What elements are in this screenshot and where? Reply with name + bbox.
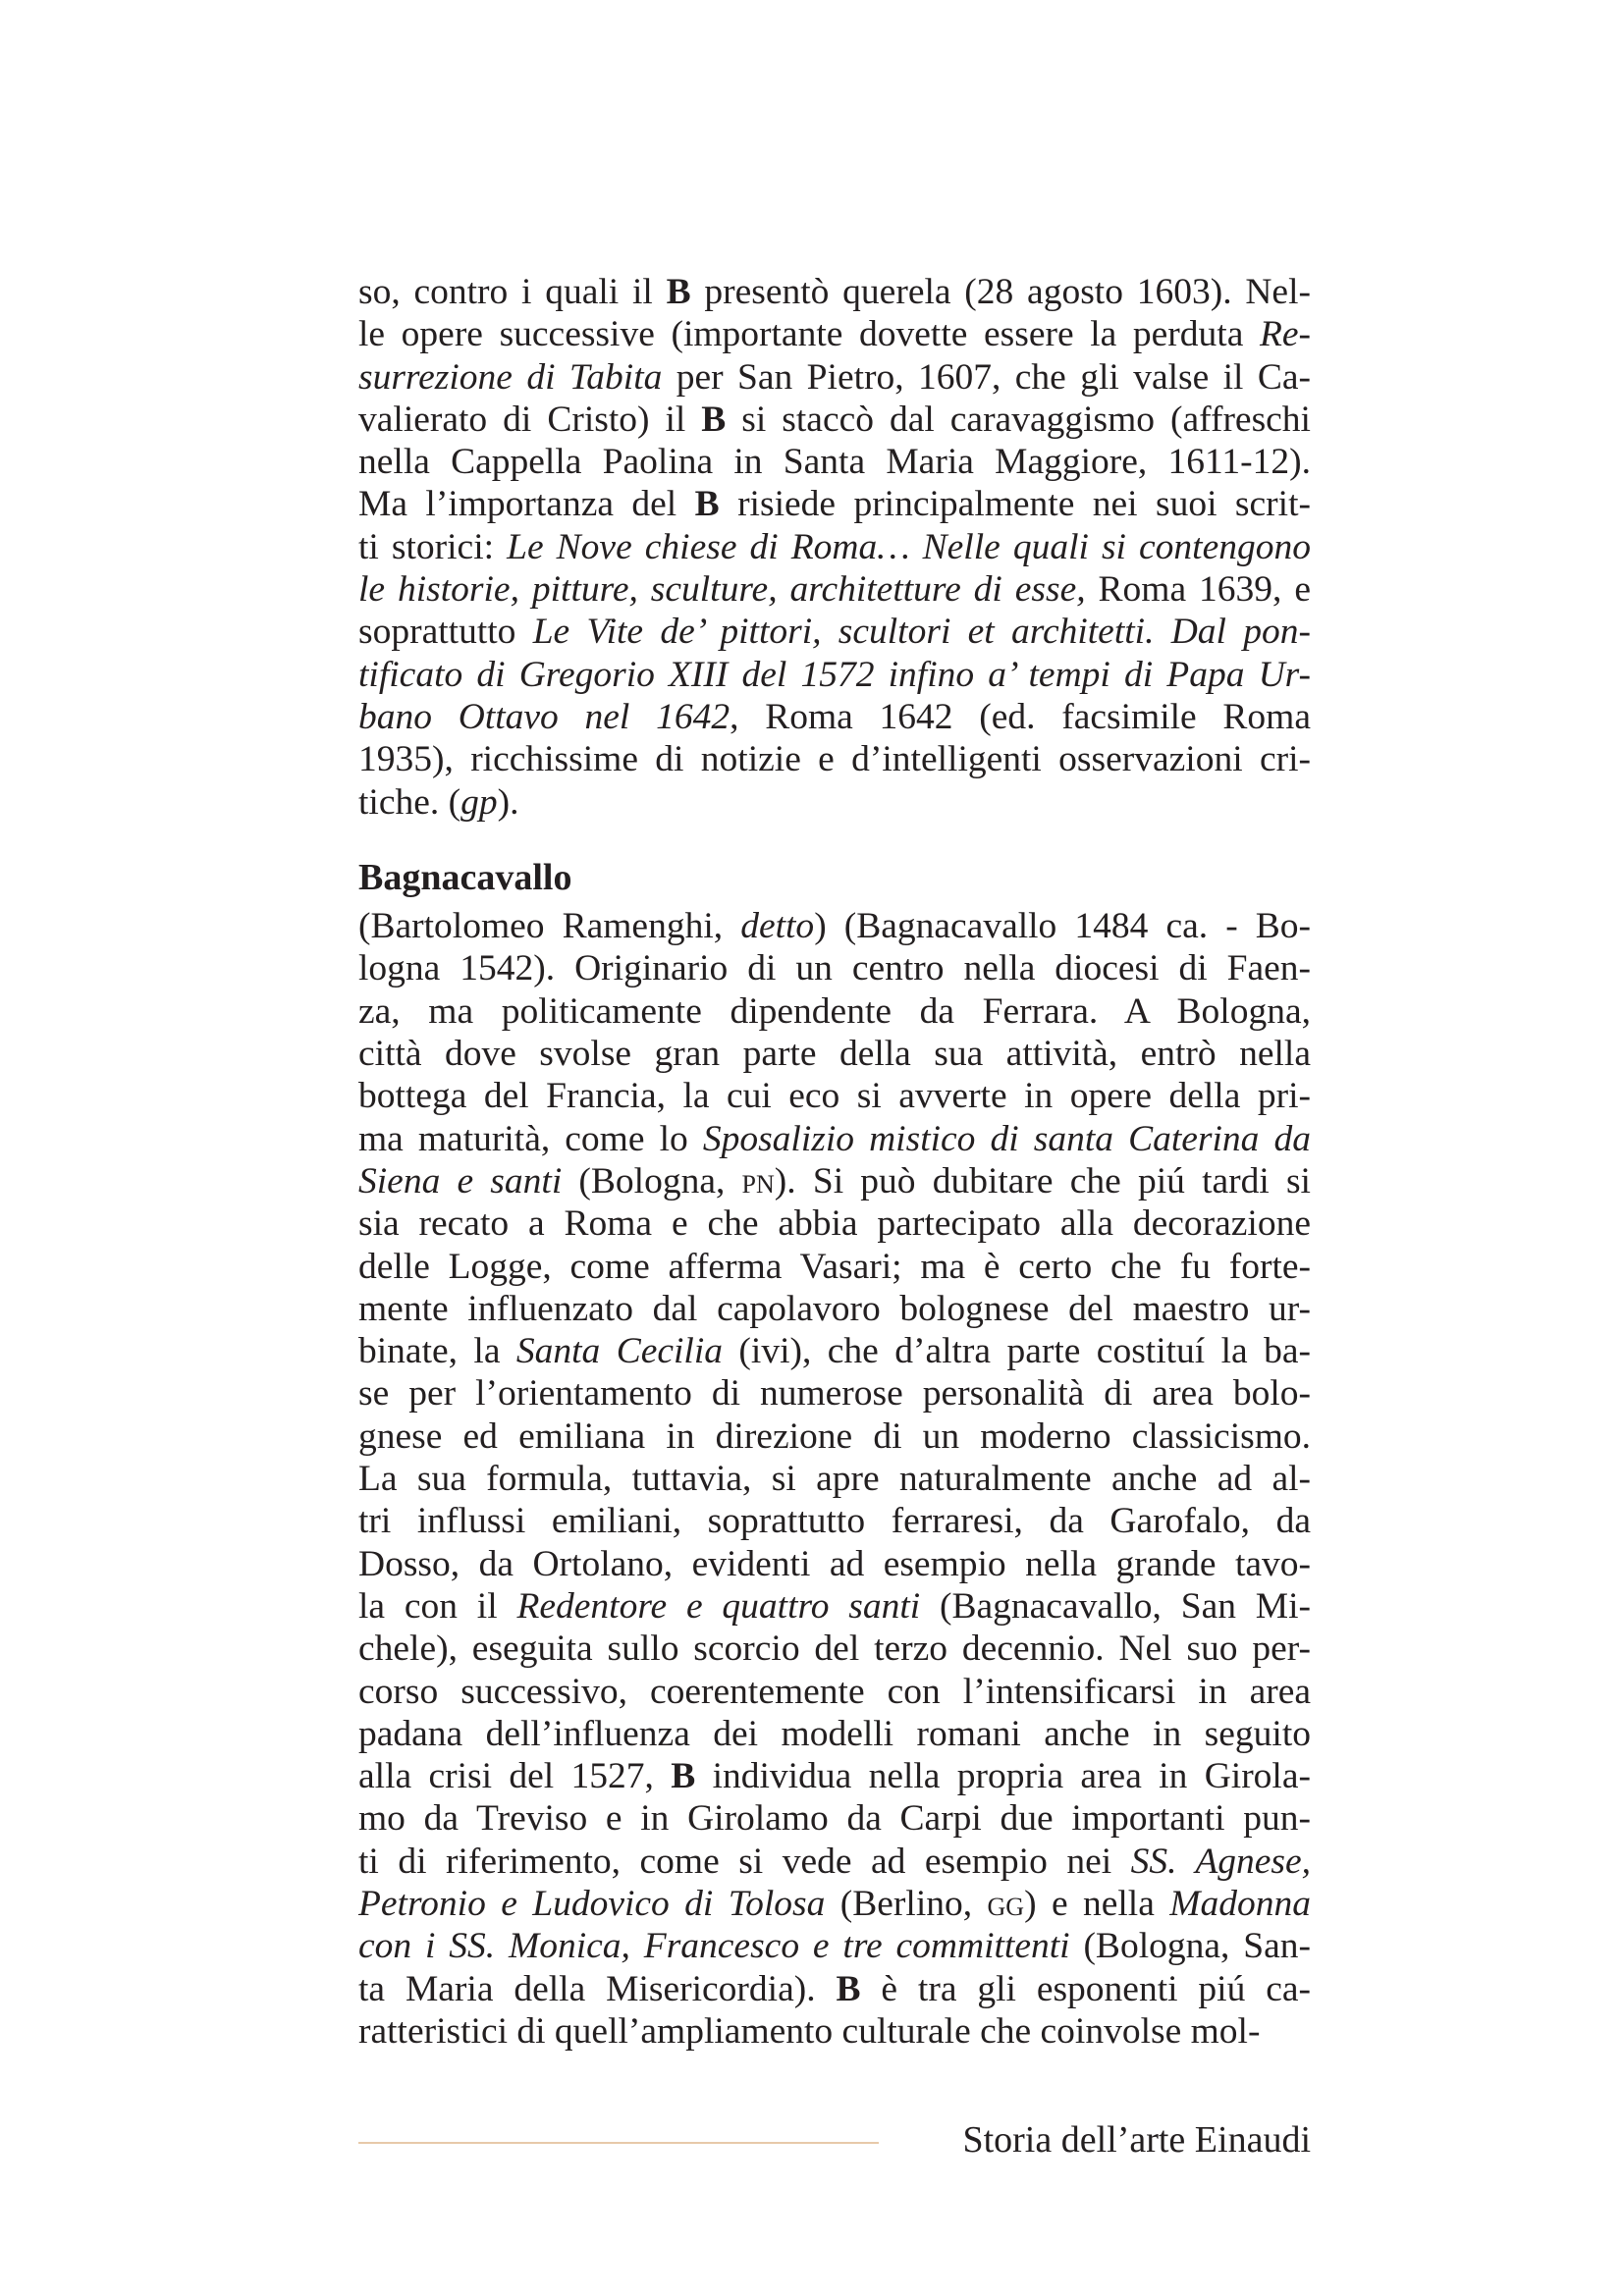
text-run: , Roma 1642 (ed. facsimile Roma xyxy=(730,696,1311,737)
text-line xyxy=(358,1797,1311,1840)
footer-rule xyxy=(358,2142,879,2144)
text-line xyxy=(358,1543,1311,1585)
italic-text: Le Vite de’ pittori, scultori et architetti. Dal pon- xyxy=(532,612,1311,653)
text-run: ) (Bagnacavallo 1484 ca. - Bo- xyxy=(814,906,1312,947)
text-run: delle Logge, come afferma Vasari; ma è certo che fu forte- xyxy=(358,1246,1311,1287)
text-line xyxy=(358,654,1311,696)
text-line xyxy=(358,1160,1311,1202)
text-run: risiede principalmente nei suoi scrit- xyxy=(719,484,1311,525)
text-line xyxy=(358,738,1311,780)
previous-entry-continuation xyxy=(358,271,1311,824)
italic-text: surrezione di Tabita xyxy=(358,356,663,398)
text-run: za, ma politicamente dipendente da Ferrara. A Bologna, xyxy=(358,990,1311,1032)
text-line xyxy=(358,1246,1311,1288)
text-run: gnese ed emiliana in direzione di un moderno classicismo. xyxy=(358,1415,1311,1457)
text-run: Roma 1639, e xyxy=(1085,569,1311,611)
text-run: chele), eseguita sullo scorcio del terzo decennio. Nel suo per- xyxy=(358,1629,1311,1670)
italic-text: le historie, pitture, sculture, architetture di esse, xyxy=(358,569,1086,611)
text-run: (Bagnacavallo, San Mi- xyxy=(920,1585,1312,1627)
text-line xyxy=(358,1841,1311,1883)
text-run: (Berlino, xyxy=(825,1883,988,1924)
text-run: so, contro i quali il xyxy=(358,272,667,312)
text-line xyxy=(358,568,1311,611)
entry-body xyxy=(358,905,1311,2053)
text-run: logna 1542). Originario di un centro nella diocesi di Faen- xyxy=(358,948,1311,989)
italic-text: bano Ottavo nel 1642 xyxy=(358,696,730,737)
text-line xyxy=(358,483,1311,525)
bold-text: B xyxy=(666,272,691,312)
text-run: nella Cappella Paolina in Santa Maria Maggiore, 1611-12). xyxy=(358,442,1311,483)
text-line xyxy=(358,1585,1311,1628)
text-run: individua nella propria area in Girola- xyxy=(695,1756,1311,1797)
text-run: soprattutto xyxy=(358,612,533,653)
text-line xyxy=(358,990,1311,1033)
text-line xyxy=(358,1288,1311,1330)
text-line xyxy=(358,1118,1311,1160)
text-line xyxy=(358,1033,1311,1075)
text-run: (ivi), che d’altra parte costituí la ba- xyxy=(723,1331,1311,1372)
text-run: (Bologna, xyxy=(562,1160,742,1201)
bold-text: B xyxy=(836,1968,861,2009)
italic-text: detto xyxy=(740,906,815,947)
text-run: 1935), ricchissime di notizie e d’intelligenti osservazioni cri- xyxy=(358,739,1311,780)
text-line xyxy=(358,1202,1311,1245)
text-line xyxy=(358,1925,1311,1967)
text-run: La sua formula, tuttavia, si apre naturalmente anche ad al- xyxy=(358,1459,1311,1500)
text-run: Ma l’importanza del xyxy=(358,484,695,525)
text-run: corso successivo, coerentemente con l’intensificarsi in area xyxy=(358,1671,1311,1712)
text-line xyxy=(358,1372,1311,1415)
italic-text: tificato di Gregorio XIII del 1572 infino a’ tempi di Papa Ur- xyxy=(358,654,1311,695)
text-line xyxy=(358,1415,1311,1458)
text-run: ). xyxy=(497,781,519,823)
text-line xyxy=(358,1075,1311,1117)
text-line xyxy=(358,2010,1311,2053)
footer-publisher: Storia dell’arte Einaudi xyxy=(962,2119,1311,2161)
entry-heading: Bagnacavallo xyxy=(358,856,572,898)
text-run: Dosso, da Ortolano, evidenti ad esempio nella grande tavo- xyxy=(358,1543,1311,1584)
text-run: ti storici: xyxy=(358,526,508,567)
text-run: le opere successive (importante dovette essere la perduta xyxy=(358,314,1260,355)
italic-text: gp xyxy=(460,781,498,823)
page-body xyxy=(358,271,1311,2053)
text-line xyxy=(358,1968,1311,2010)
text-run: alla crisi del 1527, xyxy=(358,1756,672,1797)
text-line xyxy=(358,696,1311,738)
text-line xyxy=(358,441,1311,483)
italic-text: Madonna xyxy=(1169,1883,1311,1924)
text-run: ti di riferimento, come si vede ad esempio nei xyxy=(358,1841,1131,1882)
text-line xyxy=(358,1713,1311,1755)
text-run: ratteristici di quell’ampliamento culturale che coinvolse mol- xyxy=(358,2010,1261,2052)
text-line xyxy=(358,1500,1311,1542)
text-line xyxy=(358,781,1311,824)
text-run: sia recato a Roma e che abbia partecipato alla decorazione xyxy=(358,1203,1311,1245)
text-run: gg xyxy=(987,1883,1025,1924)
text-run: ). Si può dubitare che piú tardi si xyxy=(774,1160,1311,1201)
bold-text: B xyxy=(701,399,727,440)
text-line xyxy=(358,1755,1311,1797)
text-run: ta Maria della Misericordia). xyxy=(358,1968,837,2009)
text-line xyxy=(358,905,1311,947)
text-run: binate, la xyxy=(358,1331,516,1372)
text-run: si staccò dal caravaggismo (affreschi xyxy=(726,399,1311,440)
text-run: mente influenzato dal capolavoro bolognese del maestro ur- xyxy=(358,1288,1311,1329)
italic-text: con i SS. Monica, Francesco e tre committenti xyxy=(358,1926,1070,1967)
text-run: presentò querela (28 agosto 1603). Nel- xyxy=(690,272,1311,312)
text-run: è tra gli esponenti piú ca- xyxy=(860,1968,1311,2009)
bold-text: B xyxy=(694,484,720,525)
text-run: ma maturità, come lo xyxy=(358,1118,703,1159)
italic-text: Le Nove chiese di Roma… Nelle quali si contengono xyxy=(507,526,1311,567)
text-run: se per l’orientamento di numerose personalità di area bolo- xyxy=(358,1373,1311,1415)
text-run: tiche. ( xyxy=(358,781,461,823)
text-line xyxy=(358,313,1311,355)
text-run: pn xyxy=(741,1160,775,1201)
italic-text: Redentore e quattro santi xyxy=(516,1585,921,1627)
italic-text: Siena e santi xyxy=(358,1160,563,1201)
text-line xyxy=(358,1330,1311,1372)
text-line xyxy=(358,399,1311,441)
text-run: bottega del Francia, la cui eco si avverte in opere della pri- xyxy=(358,1076,1311,1117)
text-run: tri influssi emiliani, soprattutto ferraresi, da Garofalo, da xyxy=(358,1501,1311,1542)
text-line xyxy=(358,1671,1311,1713)
italic-text: Re- xyxy=(1259,314,1311,355)
bold-text: B xyxy=(671,1756,696,1797)
text-line xyxy=(358,611,1311,653)
italic-text: Petronio e Ludovico di Tolosa xyxy=(358,1883,826,1924)
text-line xyxy=(358,1883,1311,1925)
text-run: mo da Treviso e in Girolamo da Carpi due importanti pun- xyxy=(358,1798,1311,1840)
text-line xyxy=(358,1458,1311,1500)
text-run: (Bologna, San- xyxy=(1069,1926,1311,1967)
italic-text: SS. Agnese, xyxy=(1130,1841,1311,1882)
text-run: per San Pietro, 1607, che gli valse il Ca- xyxy=(662,356,1311,398)
text-line xyxy=(358,1628,1311,1670)
text-run: ) e nella xyxy=(1024,1883,1170,1924)
text-run: (Bartolomeo Ramenghi, xyxy=(358,906,741,947)
text-line xyxy=(358,947,1311,989)
text-line xyxy=(358,526,1311,568)
text-line xyxy=(358,271,1311,313)
text-line xyxy=(358,356,1311,399)
italic-text: Santa Cecilia xyxy=(515,1331,724,1372)
text-run: la con il xyxy=(358,1585,517,1627)
text-run: valierato di Cristo) il xyxy=(358,399,702,440)
italic-text: Sposalizio mistico di santa Caterina da xyxy=(702,1118,1311,1159)
text-run: città dove svolse gran parte della sua attività, entrò nella xyxy=(358,1034,1311,1075)
text-run: padana dell’influenza dei modelli romani anche in seguito xyxy=(358,1713,1311,1754)
